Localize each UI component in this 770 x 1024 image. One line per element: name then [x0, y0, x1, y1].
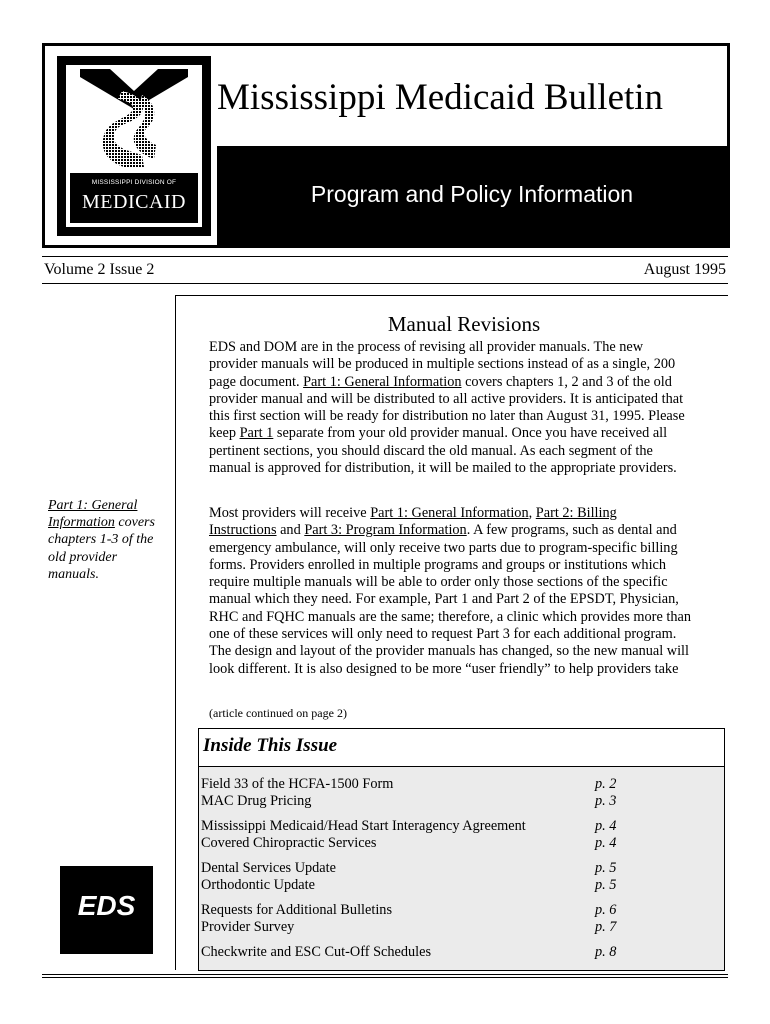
inside-this-issue-box	[198, 728, 725, 971]
divider	[42, 256, 728, 257]
paragraph-text: look different. It is also designed to be more “user friendly” to help providers take	[209, 660, 679, 677]
toc-item-title: Dental Services Update	[201, 860, 336, 876]
paragraph-line	[209, 591, 727, 608]
paragraph-text: Most providers will receive	[209, 505, 371, 521]
sidebar-note-text: Information	[48, 515, 115, 531]
eds-logo-text: EDS	[77, 890, 136, 921]
paragraph-text: keep	[209, 425, 240, 442]
underlined-reference: Part 1	[239, 425, 274, 442]
underlined-reference: Part 3: Program Information	[304, 522, 467, 539]
paragraph-line	[209, 609, 727, 626]
caduceus-mosaic-icon	[70, 69, 198, 169]
paragraph-line	[209, 557, 727, 574]
paragraph-line	[209, 391, 727, 408]
paragraph-line	[209, 661, 727, 678]
paragraph-text: page document.	[209, 373, 304, 390]
divider	[42, 974, 728, 975]
volume-issue: Volume 2 Issue 2	[44, 261, 155, 278]
toc-row	[201, 818, 721, 835]
toc-item-title: Provider Survey	[201, 919, 295, 935]
logo-division-text: MISSISSIPPI DIVISION OF	[91, 179, 177, 186]
paragraph-text: provider manuals will be produced in multiple sections instead of as a single, 200	[209, 356, 676, 373]
toc-row	[201, 919, 721, 936]
eds-logo	[60, 866, 153, 954]
sidebar-note	[48, 497, 170, 583]
paragraph-text: RHC and FQHC manuals are the same; therefore, a clinic which provides more than	[209, 608, 691, 625]
issue-date: August 1995	[643, 261, 726, 278]
article-title: Manual Revisions	[387, 312, 541, 336]
toc-item-page: p. 4	[595, 818, 617, 834]
sidebar-note-text: old provider	[48, 549, 118, 565]
toc-row	[201, 902, 721, 919]
toc-item-page: p. 6	[595, 902, 617, 918]
toc-row	[201, 860, 721, 877]
toc-item-title: Requests for Additional Bulletins	[201, 902, 393, 918]
toc-row	[201, 877, 721, 894]
bulletin-title: Mississippi Medicaid Bulletin	[217, 77, 664, 118]
paragraph-line	[209, 425, 727, 442]
paragraph-line	[209, 574, 727, 591]
sidebar-note-text: Part 1: General	[48, 498, 138, 513]
masthead	[42, 43, 730, 248]
toc-item-page: p. 2	[595, 776, 617, 792]
toc-item-page: p. 3	[595, 793, 617, 809]
paragraph-text: forms. Providers enrolled in multiple programs and groups or institutions which	[209, 556, 667, 573]
paragraph-text: provider manual and will be distributed to all active providers. It is anticipated that	[209, 390, 684, 407]
inside-this-issue-header	[199, 729, 724, 767]
toc-item-page: p. 7	[595, 919, 617, 935]
paragraph-text: separate from your old provider manual. Once you have received all	[273, 425, 668, 442]
continued-note: (article continued on page 2)	[209, 706, 347, 720]
bulletin-subtitle: Program and Policy Information	[310, 181, 634, 207]
paragraph-text: this first section will be ready for distribution no later than August 31, 1995. Please	[209, 408, 685, 425]
logo-inner-panel	[65, 64, 203, 228]
toc-row	[201, 835, 721, 852]
logo-medicaid-text: MEDICAID	[82, 191, 186, 213]
paragraph-text: one of these services will only need to request Part 3 for each additional program.	[209, 626, 677, 643]
sidebar-note-text: manuals.	[48, 566, 99, 582]
paragraph-text: ,	[528, 505, 536, 521]
paragraph-line	[209, 443, 727, 460]
paragraph-text: pertinent sections, you should discard the old manual. As each segment of the	[209, 442, 653, 459]
underlined-reference: Part 1: General Information	[303, 373, 462, 390]
toc-item-title: Covered Chiropractic Services	[201, 835, 377, 851]
toc-item-page: p. 5	[595, 860, 617, 876]
paragraph-line	[209, 356, 727, 373]
paragraph-line	[209, 626, 727, 643]
paragraph-text: EDS and DOM are in the process of revising all provider manuals. The new	[209, 339, 644, 355]
logo-name-strip	[70, 173, 198, 223]
paragraph-line	[209, 505, 727, 522]
paragraph-line	[209, 374, 727, 391]
sidebar-note-text: covers	[114, 515, 155, 531]
paragraph-line	[209, 460, 727, 477]
toc-item-title: Checkwrite and ESC Cut-Off Schedules	[201, 944, 432, 960]
paragraph-text: . A few programs, such as dental and	[466, 522, 677, 539]
paragraph-text: emergency ambulance, will only receive two parts due to program-specific billing	[209, 539, 678, 556]
underlined-reference: Instructions	[209, 522, 277, 539]
paragraph-line	[209, 522, 727, 539]
toc-item-title: MAC Drug Pricing	[201, 793, 312, 809]
toc-item-page: p. 8	[595, 944, 617, 960]
toc-row	[201, 776, 721, 793]
sidebar-note-text: chapters 1-3 of the	[48, 532, 154, 548]
toc-item-page: p. 5	[595, 877, 617, 893]
paragraph-line	[209, 408, 727, 425]
divider	[42, 283, 728, 284]
paragraph-text: require multiple manuals will be able to order only those sections of the specific	[209, 574, 668, 591]
toc-item-title: Mississippi Medicaid/Head Start Interagency Agreement	[201, 818, 526, 834]
toc-row	[201, 793, 721, 810]
medicaid-logo	[57, 56, 211, 236]
article-paragraph-2	[209, 505, 727, 678]
toc-item-title: Orthodontic Update	[201, 877, 315, 893]
paragraph-text: manual is approved for distribution, it will be mailed to the appropriate providers.	[209, 460, 677, 477]
paragraph-line	[209, 643, 727, 660]
paragraph-text: covers chapters 1, 2 and 3 of the old	[461, 373, 672, 390]
toc-item-title: Field 33 of the HCFA-1500 Form	[201, 776, 394, 792]
article-paragraph-1	[209, 339, 727, 477]
paragraph-line	[209, 339, 727, 356]
subtitle-band	[217, 146, 727, 246]
toc-row	[201, 944, 721, 961]
underlined-reference: Part 2: Billing	[535, 505, 617, 521]
divider	[42, 977, 728, 978]
underlined-reference: Part 1: General Information	[370, 505, 529, 521]
paragraph-text: and	[276, 522, 305, 539]
paragraph-text: manual which they need. For example, Part 1 and Part 2 of the EPSDT, Physician,	[209, 591, 679, 608]
paragraph-line	[209, 540, 727, 557]
toc-item-page: p. 4	[595, 835, 617, 851]
inside-this-issue-title: Inside This Issue	[203, 735, 338, 756]
paragraph-text: The design and layout of the provider manuals has changed, so the new manual will	[209, 643, 690, 660]
